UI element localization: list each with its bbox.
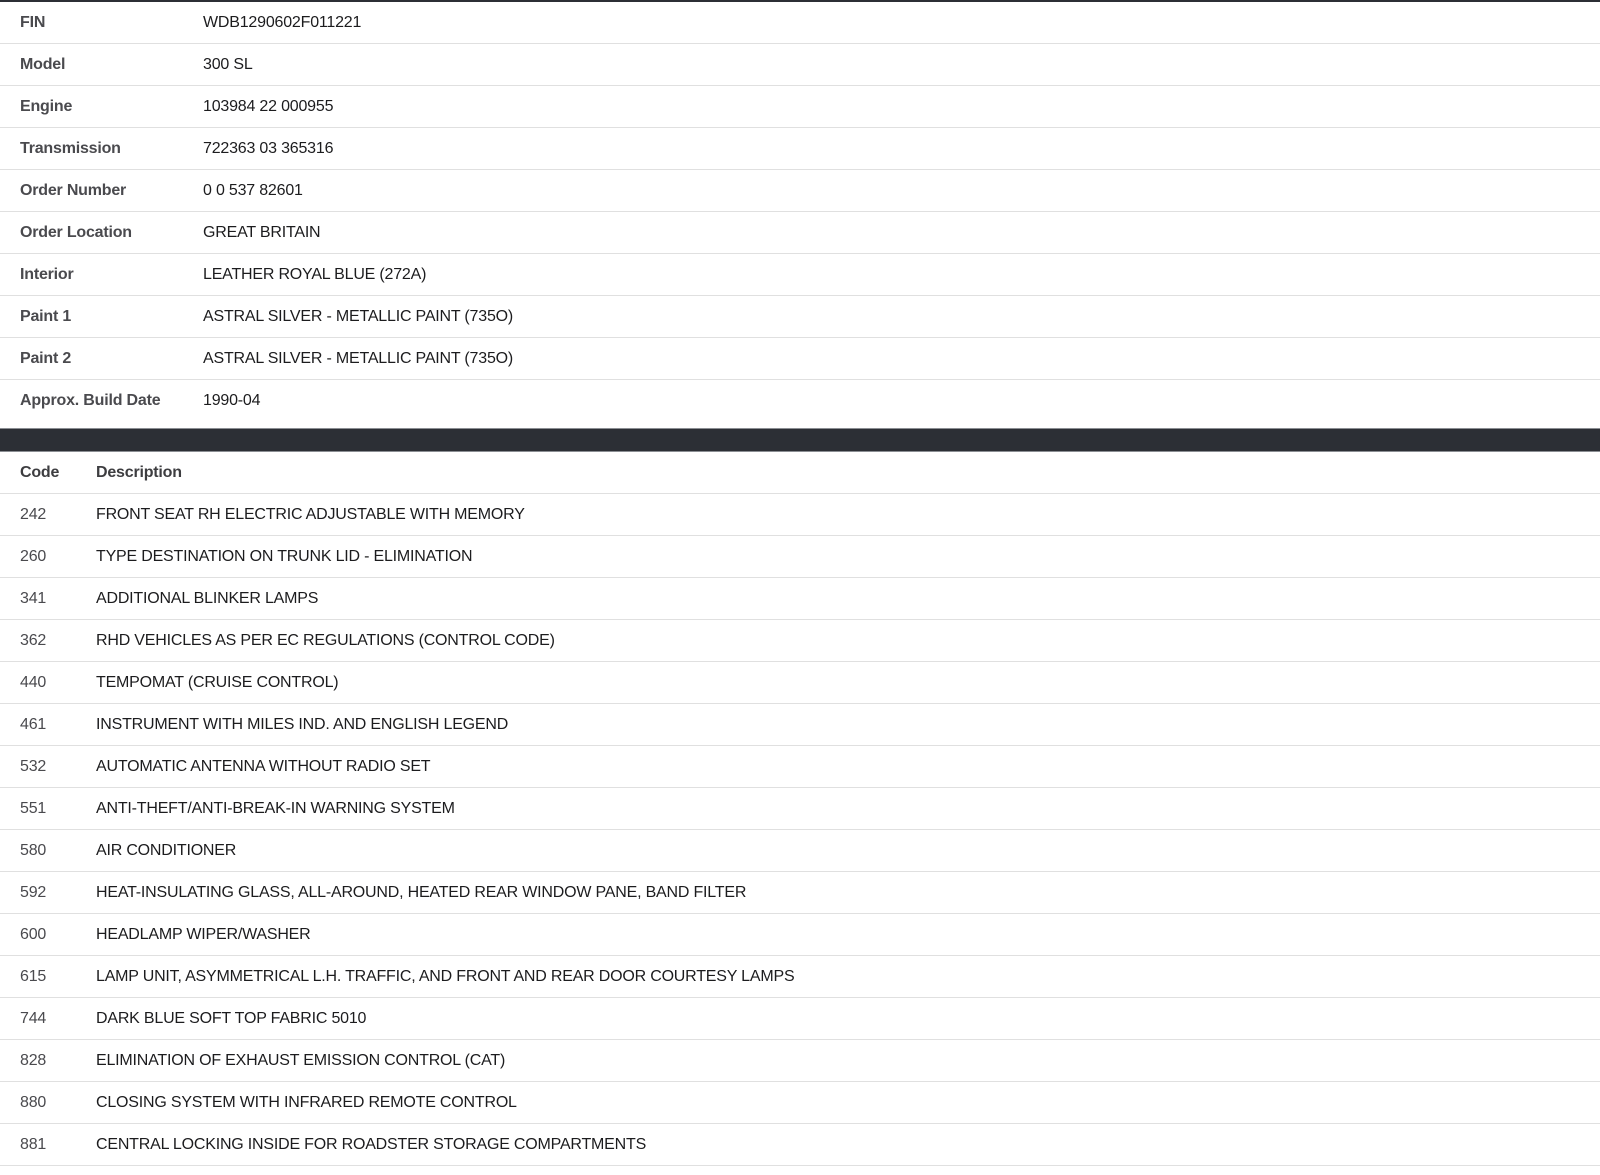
- vehicle-spec-table: [0, 2, 1600, 422]
- option-code: 828: [20, 1051, 47, 1069]
- spec-label: Order Location: [20, 223, 132, 241]
- option-code: 880: [20, 1093, 47, 1111]
- spec-table-row: [0, 296, 1600, 338]
- description-column-header: Description: [96, 463, 182, 481]
- option-code: 881: [20, 1135, 47, 1153]
- code-column-header: Code: [20, 463, 60, 481]
- option-code: 600: [20, 925, 47, 943]
- spec-label: Interior: [20, 265, 74, 283]
- spec-value: 0 0 537 82601: [203, 181, 303, 199]
- options-table-row: [0, 746, 1600, 788]
- spec-label: Model: [20, 55, 66, 73]
- spec-value: 1990-04: [203, 392, 261, 409]
- options-table-row: [0, 956, 1600, 998]
- options-table-row: [0, 788, 1600, 830]
- spec-table-row: [0, 212, 1600, 254]
- options-table-row: [0, 872, 1600, 914]
- spec-table-row: [0, 170, 1600, 212]
- spec-value: GREAT BRITAIN: [203, 223, 321, 241]
- options-table-row: [0, 998, 1600, 1040]
- options-table-row: [0, 536, 1600, 578]
- option-description: FRONT SEAT RH ELECTRIC ADJUSTABLE WITH MEMORY: [96, 505, 525, 523]
- spec-table-row: [0, 338, 1600, 380]
- option-description: LAMP UNIT, ASYMMETRICAL L.H. TRAFFIC, AND FRONT AND REAR DOOR COURTESY LAMPS: [96, 967, 795, 985]
- options-table-row: [0, 578, 1600, 620]
- option-code: 440: [20, 673, 47, 691]
- options-table: [0, 452, 1600, 1166]
- spec-label: FIN: [20, 13, 46, 31]
- option-description: ELIMINATION OF EXHAUST EMISSION CONTROL (CAT): [96, 1051, 506, 1069]
- spec-label: Transmission: [20, 139, 121, 157]
- option-code: 580: [20, 841, 47, 859]
- options-table-row: [0, 662, 1600, 704]
- option-description: CLOSING SYSTEM WITH INFRARED REMOTE CONTROL: [96, 1093, 517, 1111]
- option-description: CENTRAL LOCKING INSIDE FOR ROADSTER STORAGE COMPARTMENTS: [96, 1135, 647, 1153]
- option-code: 551: [20, 799, 47, 817]
- spec-value: ASTRAL SILVER - METALLIC PAINT (735O): [203, 307, 514, 325]
- section-divider-bar: [0, 428, 1600, 452]
- option-description: TYPE DESTINATION ON TRUNK LID - ELIMINATION: [96, 547, 473, 565]
- spec-value: 722363 03 365316: [203, 139, 334, 157]
- spec-table-row: [0, 380, 1600, 422]
- option-code: 461: [20, 715, 47, 733]
- options-table-row: [0, 830, 1600, 872]
- options-table-row: [0, 494, 1600, 536]
- spec-value: 103984 22 000955: [203, 97, 334, 115]
- options-table-row: [0, 1040, 1600, 1082]
- option-code: 532: [20, 757, 47, 775]
- options-table-body: [0, 494, 1600, 1166]
- option-description: DARK BLUE SOFT TOP FABRIC 5010: [96, 1009, 367, 1027]
- options-table-row: [0, 1082, 1600, 1124]
- spec-label: Engine: [20, 97, 73, 115]
- option-description: INSTRUMENT WITH MILES IND. AND ENGLISH LEGEND: [96, 715, 509, 733]
- option-code: 615: [20, 967, 47, 985]
- options-table-row: [0, 914, 1600, 956]
- option-code: 260: [20, 547, 47, 565]
- spec-label: Approx. Build Date: [20, 392, 161, 409]
- spec-table-row: [0, 254, 1600, 296]
- spec-table-row: [0, 44, 1600, 86]
- option-code: 592: [20, 883, 47, 901]
- option-description: AUTOMATIC ANTENNA WITHOUT RADIO SET: [96, 757, 431, 775]
- spec-value: ASTRAL SILVER - METALLIC PAINT (735O): [203, 349, 514, 367]
- spec-label: Order Number: [20, 181, 127, 199]
- option-description: AIR CONDITIONER: [96, 841, 237, 859]
- options-table-header: [0, 452, 1600, 494]
- option-code: 242: [20, 505, 47, 523]
- spec-value: WDB1290602F011221: [203, 13, 362, 31]
- spec-value: LEATHER ROYAL BLUE (272A): [203, 265, 427, 283]
- spec-value: 300 SL: [203, 55, 253, 73]
- spec-label: Paint 2: [20, 349, 72, 367]
- option-description: ADDITIONAL BLINKER LAMPS: [96, 589, 319, 607]
- spec-label: Paint 1: [20, 307, 72, 325]
- option-code: 341: [20, 589, 47, 607]
- spec-table-row: [0, 86, 1600, 128]
- option-description: HEAT-INSULATING GLASS, ALL-AROUND, HEATED REAR WINDOW PANE, BAND FILTER: [96, 883, 747, 901]
- options-table-row: [0, 620, 1600, 662]
- spec-table-row: [0, 128, 1600, 170]
- option-description: HEADLAMP WIPER/WASHER: [96, 925, 311, 943]
- options-table-row: [0, 1124, 1600, 1166]
- option-code: 744: [20, 1009, 47, 1027]
- option-description: TEMPOMAT (CRUISE CONTROL): [96, 673, 339, 691]
- option-description: ANTI-THEFT/ANTI-BREAK-IN WARNING SYSTEM: [96, 799, 455, 817]
- spec-table-row: [0, 2, 1600, 44]
- option-description: RHD VEHICLES AS PER EC REGULATIONS (CONTROL CODE): [96, 631, 555, 649]
- options-table-row: [0, 704, 1600, 746]
- option-code: 362: [20, 631, 47, 649]
